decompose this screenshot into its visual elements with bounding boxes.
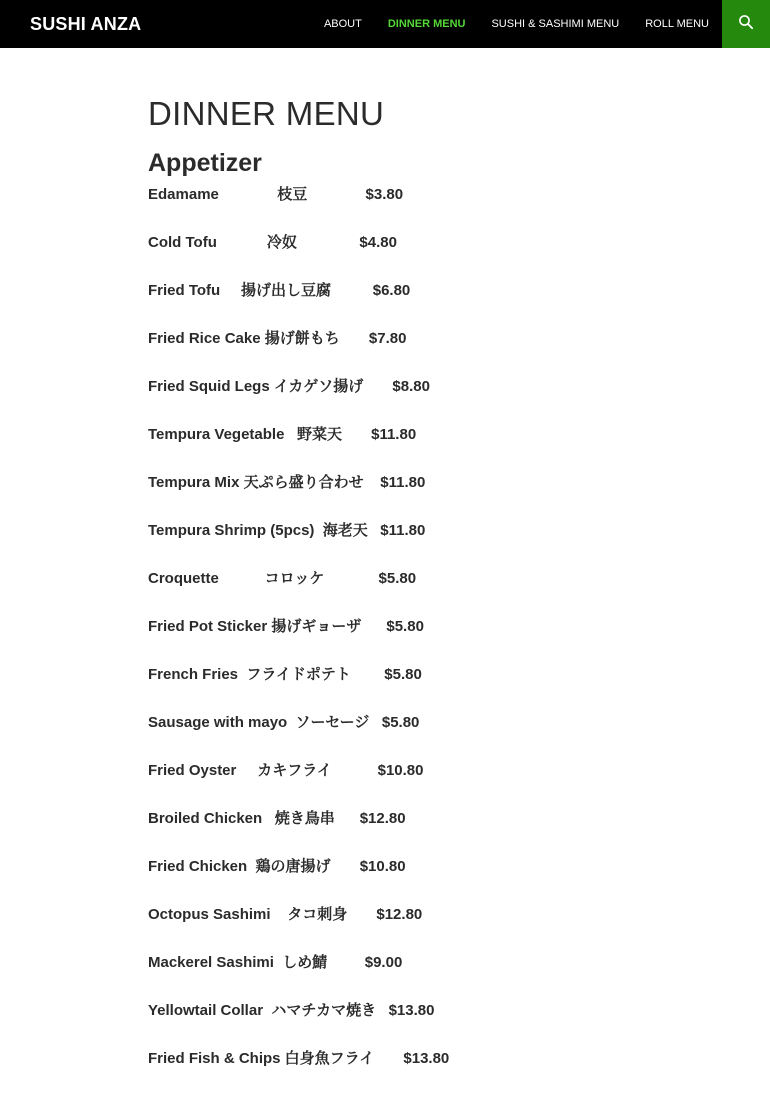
menu-item: Edamame 枝豆 $3.80: [148, 186, 404, 203]
site-header: [0, 0, 770, 48]
nav-item-roll-menu[interactable]: ROLL MENU: [645, 18, 709, 30]
menu-item: Fried Oyster カキフライ $10.80: [148, 762, 424, 779]
menu-item: Fried Squid Legs イカゲソ揚げ $8.80: [148, 378, 430, 395]
menu-item: Fried Rice Cake 揚げ餅もち $7.80: [148, 330, 407, 347]
menu-item: Fried Fish & Chips 白身魚フライ $13.80: [148, 1050, 450, 1067]
menu-item: Fried Tofu 揚げ出し豆腐 $6.80: [148, 282, 411, 299]
menu-item: Broiled Chicken 焼き鳥串 $12.80: [148, 810, 406, 827]
nav-item-dinner-menu[interactable]: DINNER MENU: [387, 18, 466, 30]
main-content: [148, 48, 628, 1098]
nav-item-sushi-sashimi-menu[interactable]: SUSHI & SASHIMI MENU: [491, 18, 620, 30]
menu-item: Octopus Sashimi タコ刺身 $12.80: [148, 906, 423, 923]
page-title: DINNER MENU: [148, 95, 385, 132]
menu-item: Sausage with mayo ソーセージ $5.80: [148, 714, 420, 731]
search-toggle-button[interactable]: [722, 0, 770, 48]
section-heading-appetizer: Appetizer: [148, 149, 262, 177]
menu-item: Mackerel Sashimi しめ鯖 $9.00: [148, 954, 403, 971]
search-icon: [738, 14, 754, 35]
menu-item: Croquette コロッケ $5.80: [148, 570, 417, 587]
menu-item: Yellowtail Collar ハマチカマ焼き $13.80: [148, 1002, 435, 1019]
menu-item: Fried Chicken 鶏の唐揚げ $10.80: [148, 858, 406, 875]
menu-item: Fried Pot Sticker 揚げギョーザ $5.80: [148, 618, 424, 635]
menu-item: Tempura Mix 天ぷら盛り合わせ $11.80: [148, 474, 426, 491]
menu-item: Tempura Shrimp (5pcs) 海老天 $11.80: [148, 522, 426, 539]
appetizer-list: [148, 186, 628, 1098]
nav-item-about[interactable]: ABOUT: [323, 18, 362, 30]
menu-item: French Fries フライドポテト $5.80: [148, 666, 422, 683]
menu-item: Tempura Vegetable 野菜天 $11.80: [148, 426, 417, 443]
menu-item: Cold Tofu 冷奴 $4.80: [148, 234, 397, 251]
site-title-link[interactable]: SUSHI ANZA: [30, 14, 142, 34]
primary-nav: [311, 0, 722, 48]
